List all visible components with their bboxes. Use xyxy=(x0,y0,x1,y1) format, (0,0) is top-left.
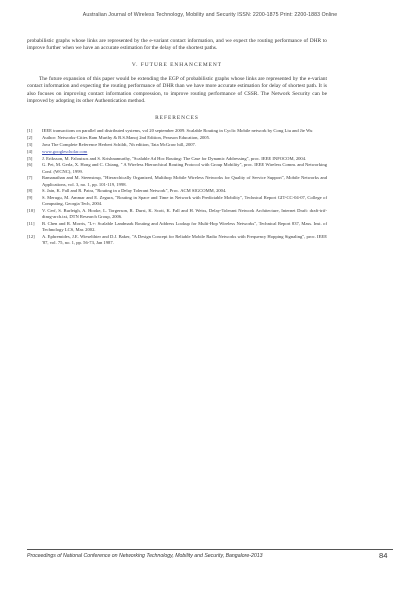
reference-number: [11] xyxy=(27,221,35,227)
reference-item xyxy=(27,175,327,187)
reference-text: IEEE transactions on parallel and distributed systems, vol 20 september 2009. Scalable Routing in Cyclic Mobile network by Cong Liu and Jie Wu xyxy=(42,128,313,134)
references-title: REFERENCES xyxy=(155,115,199,122)
reference-text: V. Cerf, S. Burleigh, A. Hooke, L. Torgerson, R. Durst, K. Scott, K. Fall and H. Weiss, Delay-Tolerant Network Architecture, Internet Draft: draft-irtf-dtnrg-arch.txt, DTN Research Group, 2006. xyxy=(42,208,327,220)
future-enhancement-title: V. FUTURE ENHANCEMENT xyxy=(131,61,223,68)
reference-item xyxy=(27,188,327,194)
journal-header: Australian Journal of Wireless Technology, Mobility and Security ISSN: 2200-1875 Print: 2200-1883 Online xyxy=(82,12,338,18)
reference-list xyxy=(27,128,327,246)
reference-number: [8] xyxy=(27,188,33,194)
reference-number: [10] xyxy=(27,208,35,214)
future-enhancement-body: The future expansion of this paper would be extending the EGP of probabilistic graphs whose links are represented by the e-variant contact information and expecting the routing performance of DHR than we have more accurate estimation for delay of shortest path. It is also focuses on improving contact information compression, to improve routing performance of CSSR. The Network Security can be improved by adopting its other Authentication method. xyxy=(27,75,327,105)
main-column xyxy=(27,38,327,247)
reference-item xyxy=(27,156,327,162)
reference-number: [4] xyxy=(27,148,33,154)
reference-text: B. Chen and R. Morris, "L+: Scalable Landmark Routing and Address Lookup for Multi-Hop Wireless Networks", Technical Report 837, Mass. Inst. of Technology LCS, Mar. 2002. xyxy=(42,221,327,233)
reference-text: Ramanathan and M. Steenstrup, "Hierarchically Organized, Multihop Mobile Wireless Networks for Quality of Service Support", Mobile Networks and Applications, vol. 3, no. 1, pp. 101-119, 1998. xyxy=(42,175,327,187)
reference-text: S. Jain, K. Fall and R. Patra, "Routing in a Delay Tolerant Network", Proc. ACM SIGCOMM, 2004. xyxy=(42,188,227,194)
reference-item xyxy=(27,234,327,246)
reference-number: [5] xyxy=(27,155,33,161)
footer-divider xyxy=(27,549,393,550)
intro-paragraph: probabilistic graphs whose links are represented by the e-variant contact information, and we expect the routing performance of DHR to improve further when we have an accurate estimation for the delay of the shortest paths. xyxy=(27,38,327,52)
reference-item xyxy=(27,142,327,148)
reference-item xyxy=(27,135,327,141)
reference-item xyxy=(27,195,327,207)
reference-number: [3] xyxy=(27,142,33,148)
reference-item xyxy=(27,162,327,174)
reference-number: [9] xyxy=(27,195,33,201)
reference-item xyxy=(27,149,327,155)
reference-link[interactable]: www.googlescholar.com xyxy=(42,148,88,154)
reference-item xyxy=(27,128,327,134)
page-number: 84 xyxy=(379,551,388,560)
reference-item xyxy=(27,221,327,233)
reference-text: S. Merugu, M. Ammar and E. Zegura, "Routing in Space and Time in Network with Predictable Mobility", Technical Report GIT-CC-04-07, College of Computing, Georgia Tech, 2004. xyxy=(42,195,327,207)
reference-text: Author: Networks-Cities Ram Murthy & B.S.Manoj 2nd Edition, Pearson Education, 2005. xyxy=(42,135,211,141)
reference-number: [2] xyxy=(27,135,33,141)
reference-number: [7] xyxy=(27,175,33,181)
reference-text: Java The Complete Reference Herbert Schildt, 7th edition, Tata McGraw hill, 2007. xyxy=(42,142,196,148)
reference-number: [12] xyxy=(27,234,35,240)
proceedings-footer: Proceedings of National Conference on Networking Technology, Mobility and Security, Bangalore-2013 xyxy=(27,553,263,559)
reference-text: G. Pei, M. Gerla, X. Hong and C. Chiang, " A Wireless Hierarchical Routing Protocol with Group Mobility", proc. IEEE Wireless Comm. and Networking Conf. (WCNC), 1999. xyxy=(42,162,327,174)
reference-number: [1] xyxy=(27,128,33,134)
reference-text: J. Eriksson, M. Faloutsos and S. Krishnamurthy, "Scalable Ad Hoc Routing: The Case for Dynamic Addressing", proc. IEEE INFOCOM, 2004. xyxy=(42,155,307,161)
reference-number: [6] xyxy=(27,162,33,168)
reference-item xyxy=(27,208,327,220)
reference-text: A. Ephremides, J.E. Wieselthier and D.J. Baker, "A Design Concept for Reliable Mobile Radio Networks with Frequency Hopping Signaling", proc. IEEE '87, vol. 75, no. 1, pp. 56-73, Jan 1987. xyxy=(42,234,327,246)
